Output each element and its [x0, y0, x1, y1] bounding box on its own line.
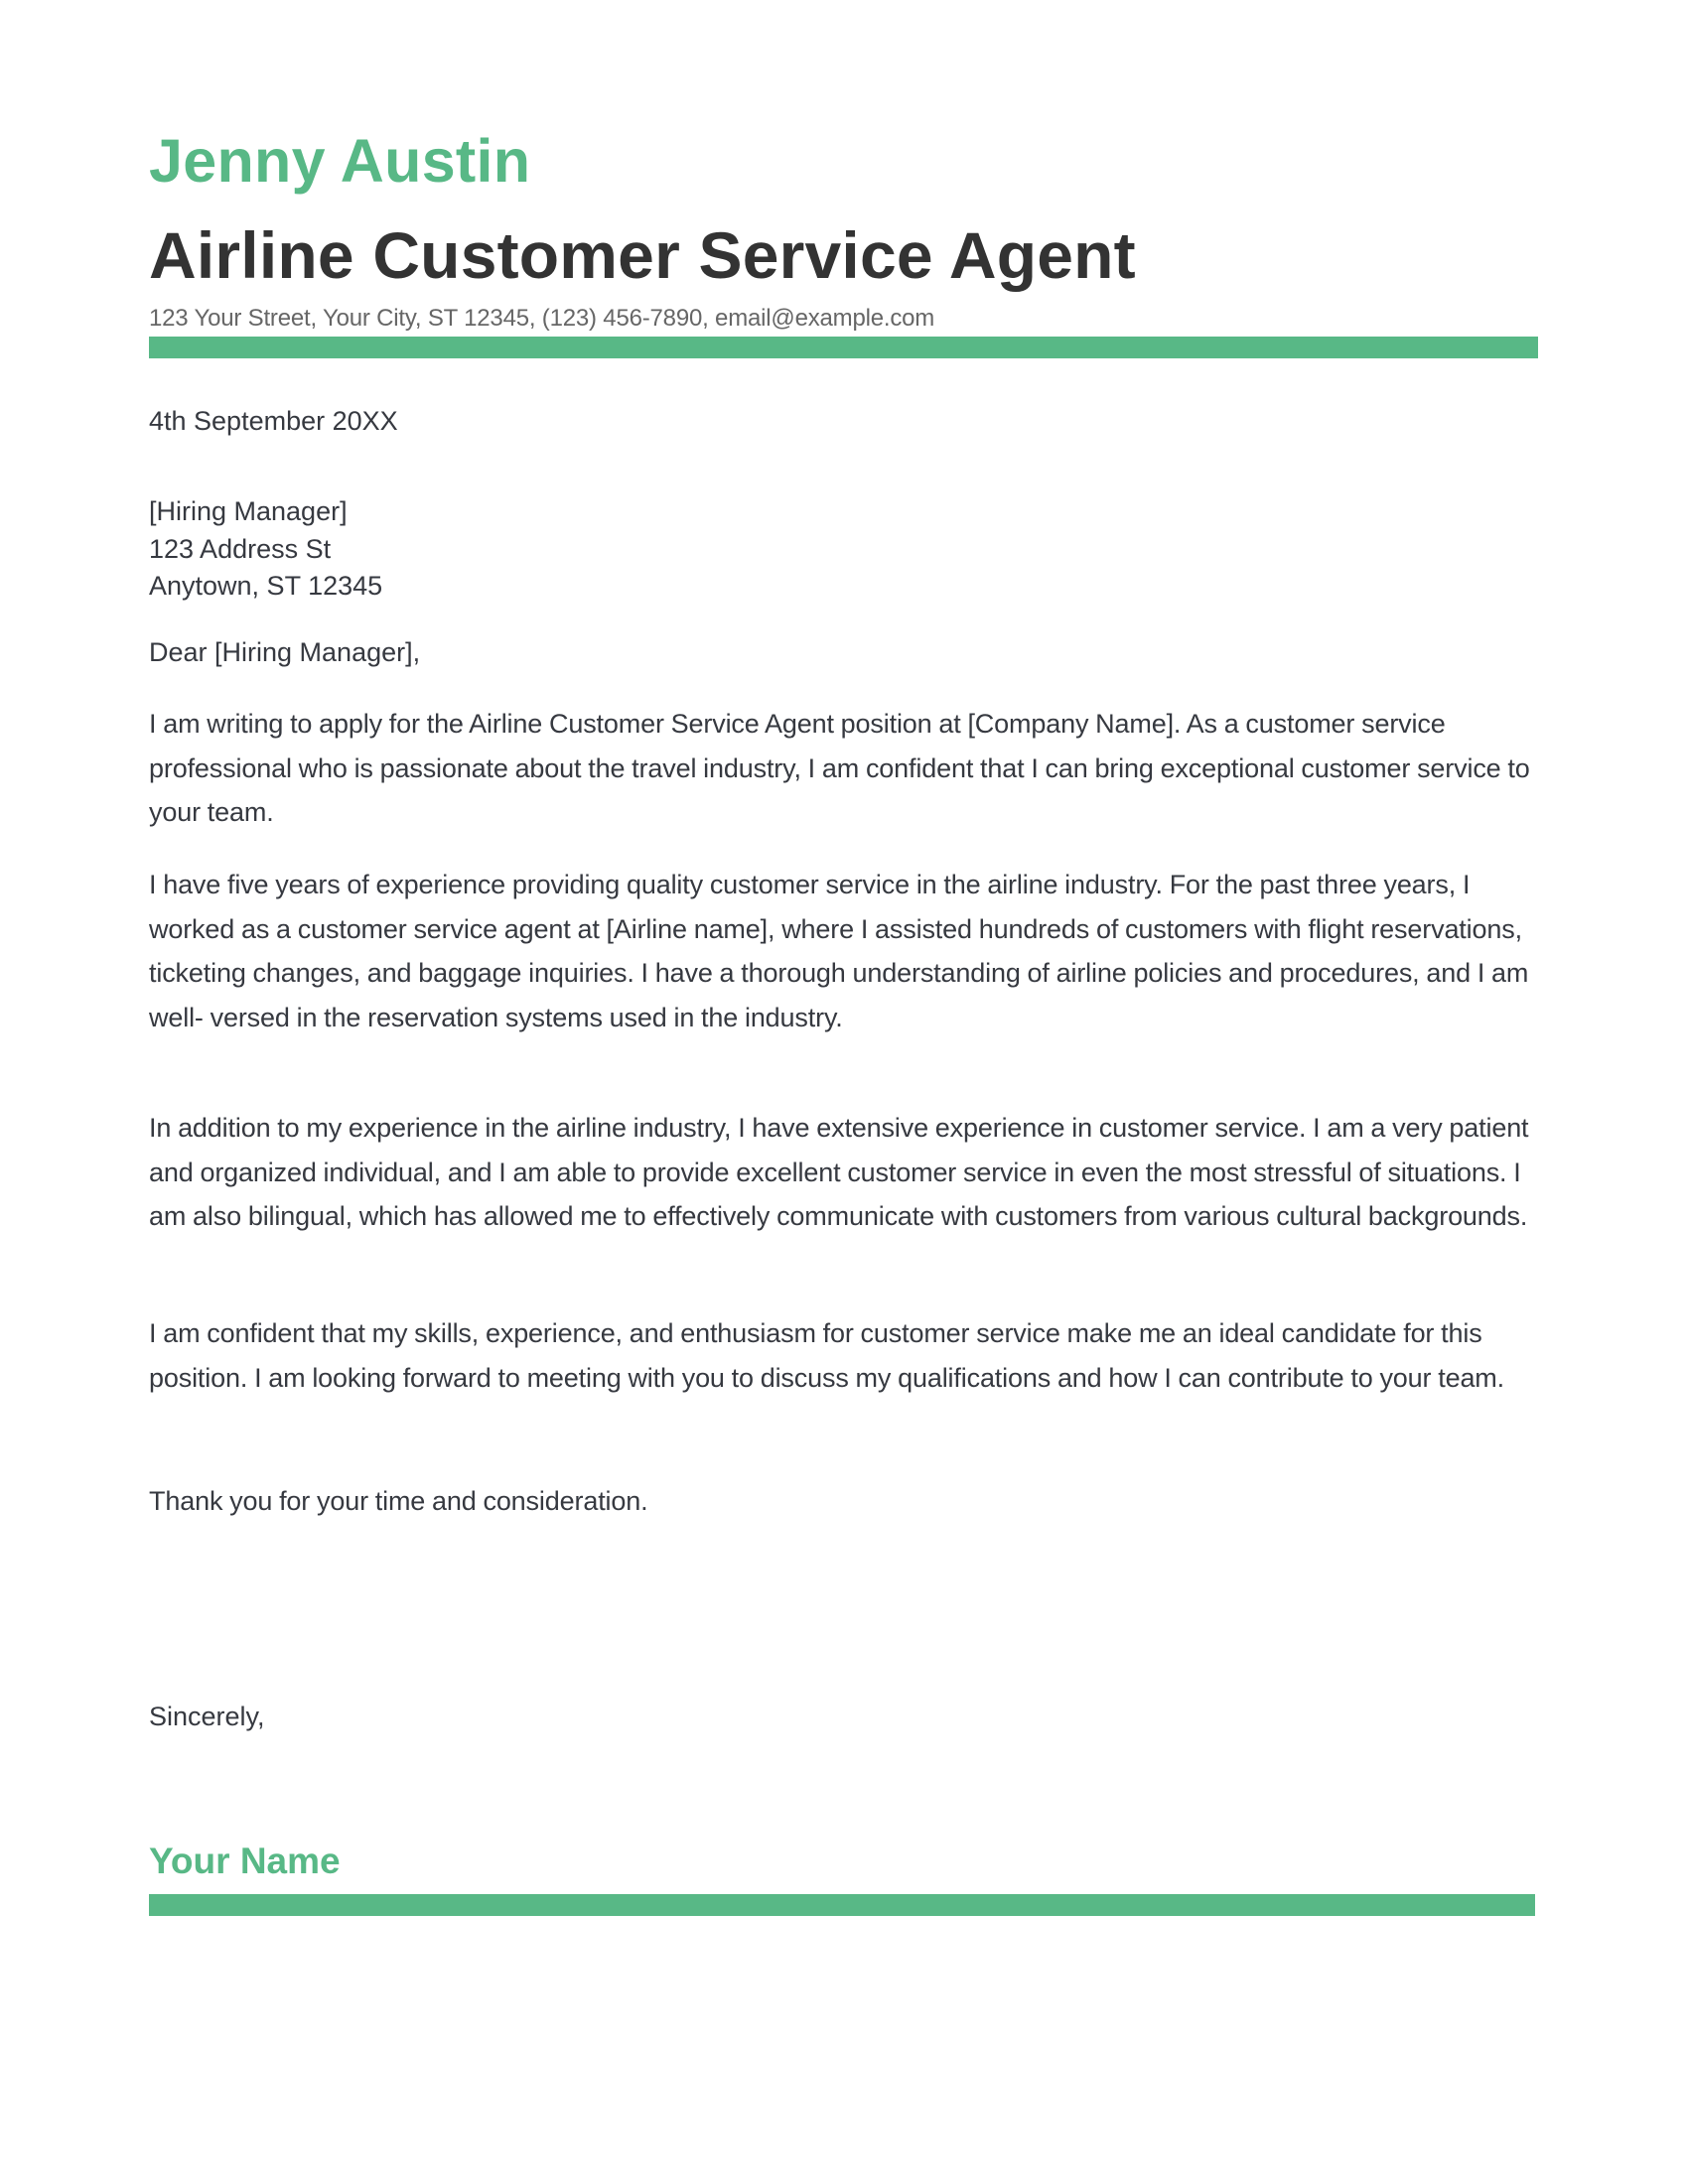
- body-paragraph-1: I am writing to apply for the Airline Customer Service Agent position at [Company Name]. As a customer service professional who is passionate about the travel industry, I am confident that I can bring exceptional customer service to your team.: [149, 709, 1530, 828]
- recipient-address-block: [149, 493, 382, 606]
- body-paragraph-5: Thank you for your time and consideration.: [149, 1486, 648, 1516]
- body-paragraph-4: I am confident that my skills, experience, and enthusiasm for customer service make me an ideal candidate for this position. I am looking forward to meeting with you to discuss my qualifications and how I can contribute to your team.: [149, 1318, 1505, 1393]
- body-paragraph-3: In addition to my experience in the airline industry, I have extensive experience in customer service. I am a very patient and organized individual, and I am able to provide excellent customer service in even the most stressful of situations. I am also bilingual, which has allowed me to effectively communicate with customers from various cultural backgrounds.: [149, 1113, 1529, 1232]
- salutation: Dear [Hiring Manager],: [149, 637, 421, 667]
- sender-name: Jenny Austin: [149, 127, 531, 195]
- recipient-name: [Hiring Manager]: [149, 496, 348, 526]
- recipient-address-line-1: 123 Address St: [149, 533, 332, 564]
- footer-divider-bar: [149, 1894, 1535, 1916]
- body-paragraph-2: I have five years of experience providing quality customer service in the airline industry. For the past three years, I worked as a customer service agent at [Airline name], where I assisted hundreds of customers with flight reservations, ticketing changes, and baggage inquiries. I have a thorough understanding of airline policies and procedures, and I am well- versed in the reservation systems used in the industry.: [149, 870, 1529, 1032]
- header-divider-bar: [149, 337, 1538, 358]
- signature-name: Your Name: [149, 1841, 341, 1881]
- contact-info: 123 Your Street, Your City, ST 12345, (123) 456-7890, email@example.com: [149, 305, 935, 332]
- closing: Sincerely,: [149, 1702, 265, 1731]
- letter-date: 4th September 20XX: [149, 406, 398, 436]
- job-title: Airline Customer Service Agent: [149, 218, 1136, 292]
- recipient-address-line-2: Anytown, ST 12345: [149, 571, 383, 601]
